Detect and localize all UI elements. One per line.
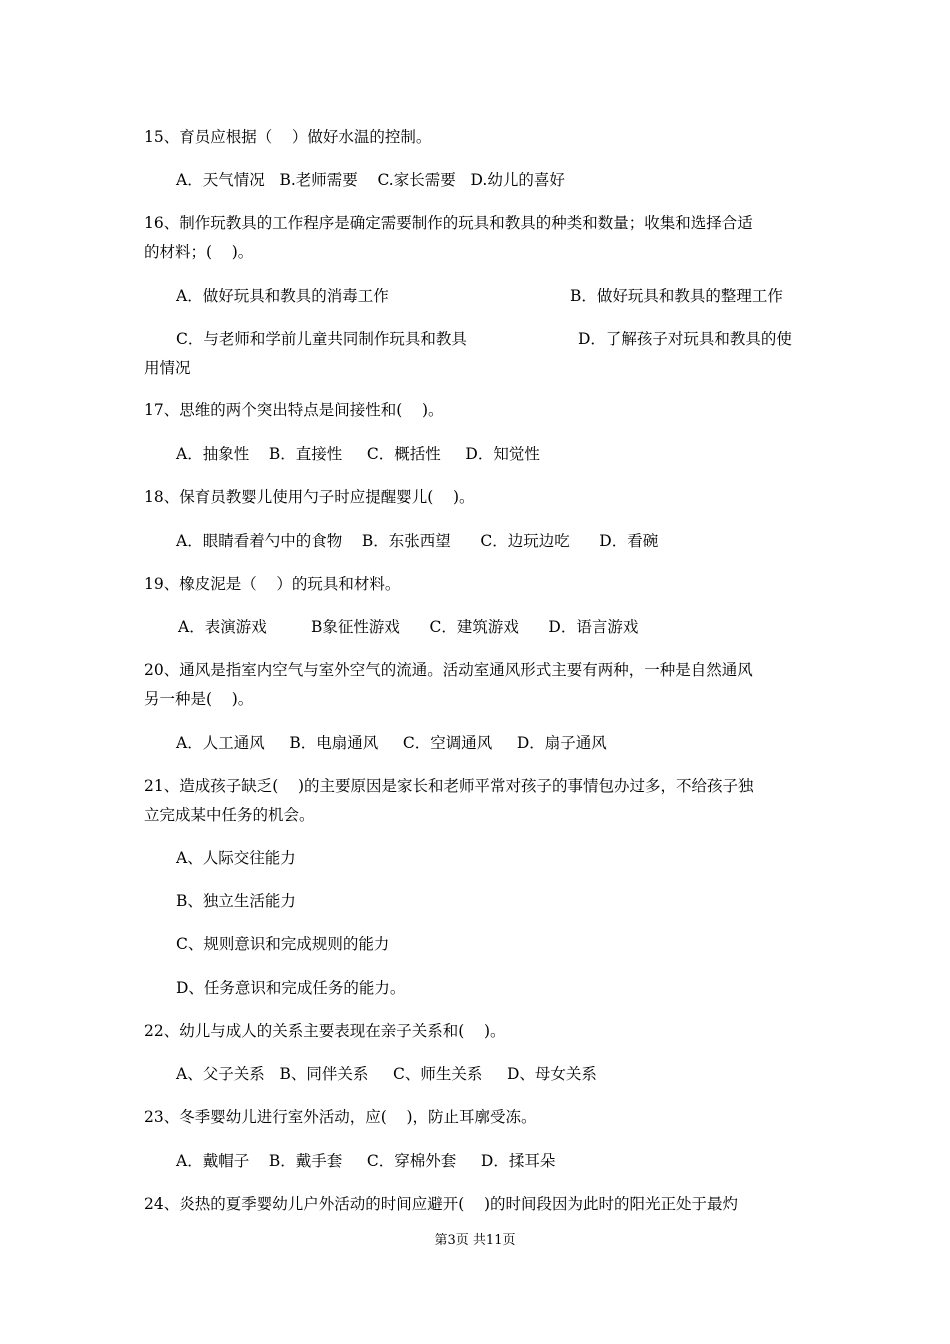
- question-19-options: A．表演游戏 B象征性游戏 C．建筑游戏 D．语言游戏: [178, 618, 639, 636]
- question-16-option-b: B．做好玩具和教具的整理工作: [570, 287, 783, 305]
- question-21-line-2: 立完成某中任务的机会。: [144, 806, 315, 824]
- question-21-option-a: A、人际交往能力: [176, 849, 296, 867]
- question-21-line-1: 21、造成孩子缺乏( )的主要原因是家长和老师平常对孩子的事情包办过多，不给孩子独: [144, 777, 754, 795]
- question-15-options: A．天气情况 B.老师需要 C.家长需要 D.幼儿的喜好: [176, 171, 565, 189]
- question-16-option-d-cont: 用情况: [144, 359, 191, 377]
- question-24-line-1: 24、炎热的夏季婴幼儿户外活动的时间应避开( )的时间段因为此时的阳光正处于最灼: [144, 1195, 739, 1213]
- question-17: 17、思维的两个突出特点是间接性和( )。: [144, 401, 444, 419]
- question-23: 23、冬季婴幼儿进行室外活动，应( )，防止耳廓受冻。: [144, 1108, 537, 1126]
- question-21-option-b: B、独立生活能力: [176, 892, 296, 910]
- question-20-line-1: 20、通风是指室内空气与室外空气的流通。活动室通风形式主要有两种，一种是自然通风: [144, 661, 753, 679]
- question-18: 18、保育员教婴儿使用勺子时应提醒婴儿( )。: [144, 488, 475, 506]
- question-21-option-c: C、规则意识和完成规则的能力: [176, 935, 390, 953]
- question-16-line-2: 的材料；( )。: [144, 243, 254, 261]
- question-22-options: A、父子关系 B、同伴关系 C、师生关系 D、母女关系: [176, 1065, 597, 1083]
- question-20-line-2: 另一种是( )。: [144, 690, 254, 708]
- question-20-options: A．人工通风 B．电扇通风 C．空调通风 D．扇子通风: [176, 734, 607, 752]
- question-22: 22、幼儿与成人的关系主要表现在亲子关系和( )。: [144, 1022, 506, 1040]
- question-23-options: A．戴帽子 B．戴手套 C．穿棉外套 D．揉耳朵: [176, 1152, 556, 1170]
- question-19: 19、橡皮泥是（ ）的玩具和材料。: [144, 575, 401, 593]
- question-16-line-1: 16、制作玩教具的工作程序是确定需要制作的玩具和教具的种类和数量；收集和选择合适: [144, 214, 753, 232]
- question-16-option-a: A．做好玩具和教具的消毒工作: [176, 287, 389, 305]
- question-16-option-c: C．与老师和学前儿童共同制作玩具和教具: [176, 330, 467, 348]
- question-18-options: A．眼睛看着勺中的食物 B．东张西望 C．边玩边吃 D．看碗: [176, 532, 659, 550]
- page-number-footer: 第3页 共11页: [434, 1233, 516, 1248]
- question-16-option-d: D．了解孩子对玩具和教具的使: [578, 330, 792, 348]
- question-21-option-d: D、任务意识和完成任务的能力。: [176, 979, 406, 997]
- question-17-options: A．抽象性 B．直接性 C．概括性 D．知觉性: [176, 445, 540, 463]
- question-15: 15、育员应根据（ ）做好水温的控制。: [144, 128, 432, 146]
